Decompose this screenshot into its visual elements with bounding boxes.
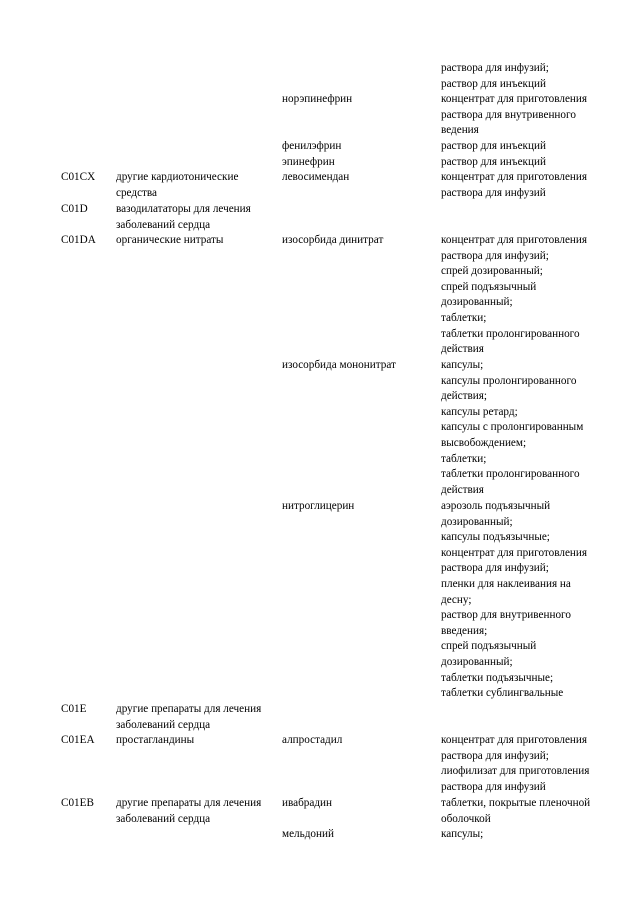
drug-name: эпинефрин [282,156,335,168]
atc-group-name: другие кардиотонические средства [116,171,239,199]
dosage-forms: раствор для инъекций [441,140,546,152]
dosage-forms: аэрозоль подъязычный дозированный; капсулы подъязычные; концентрат для приготовления раствора для инфузий; пленки для наклеивания на десну; раствор для внутривенного введения; спрей подъязычный дозированный; таблетки подъязычные; таблетки сублингвальные [441,500,588,700]
drug-name: левосимендан [282,171,350,183]
drug-name: изосорбида динитрат [282,234,384,246]
dosage-forms: концентрат для приготовления раствора для инфузий; спрей дозированный; спрей подъязычный дозированный; таблетки; таблетки пролонгированного действия [441,234,588,356]
dosage-forms: таблетки, покрытые пленочной оболочкой [441,797,591,825]
atc-code: C01DA [61,234,96,246]
drug-name: алпростадил [282,734,343,746]
atc-group-name: органические нитраты [116,234,224,246]
drug-name: нитроглицерин [282,500,355,512]
dosage-forms: капсулы; [441,828,484,840]
atc-group-name: другие препараты для лечения заболеваний сердца [116,797,262,825]
atc-code: C01D [61,203,88,215]
dosage-forms: концентрат для приготовления раствора для внутривенного ведения [441,93,588,137]
drug-name: норэпинефрин [282,93,353,105]
drug-name: мельдоний [282,828,334,840]
atc-code: C01CX [61,171,96,183]
drug-name: изосорбида мононитрат [282,359,396,371]
dosage-forms: концентрат для приготовления раствора для инфузий [441,171,588,199]
drug-name: ивабрадин [282,797,333,809]
atc-code: C01E [61,703,87,715]
atc-code: C01EA [61,734,95,746]
dosage-forms: капсулы; капсулы пролонгированного действия; капсулы ретард; капсулы с пролонгированным высвобождением; таблетки; таблетки пролонгированного действия [441,359,584,496]
dosage-forms: раствор для инъекций [441,156,546,168]
atc-group-name: простагландины [116,734,195,746]
dosage-forms: концентрат для приготовления раствора для инфузий; лиофилизат для приготовления раствора для инфузий [441,734,590,793]
atc-group-name: другие препараты для лечения заболеваний сердца [116,703,262,731]
drug-name: фенилэфрин [282,140,342,152]
atc-group-name: вазодилататоры для лечения заболеваний сердца [116,203,251,231]
atc-code: C01EB [61,797,94,809]
dosage-forms: раствора для инфузий; раствор для инъекций [441,62,549,90]
